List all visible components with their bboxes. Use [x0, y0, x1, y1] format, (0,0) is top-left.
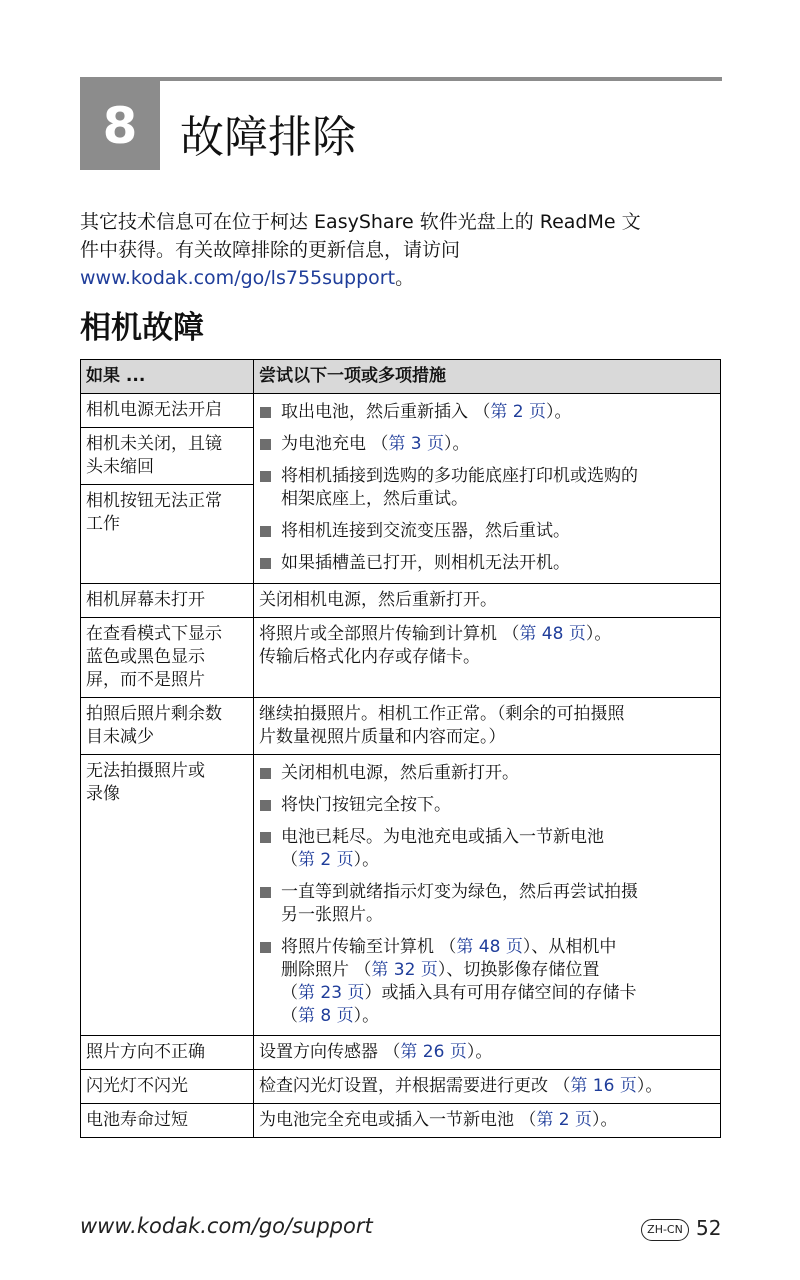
page-link[interactable]: 第 32 页 [371, 960, 438, 980]
square-bullet-icon [259, 762, 281, 785]
page-link[interactable]: 第 2 页 [536, 1110, 593, 1130]
square-bullet-icon [259, 881, 281, 927]
action-cell: 设置方向传感器 （第 26 页）。 [254, 1036, 721, 1070]
issue-cell: 拍照后照片剩余数 目未减少 [81, 698, 254, 755]
table-row [81, 755, 721, 1036]
issue-cell: 在查看模式下显示 蓝色或黑色显示 屏，而不是照片 [81, 618, 254, 698]
intro-line-2: 件中获得。有关故障排除的更新信息，请访问 [80, 239, 461, 261]
page-link[interactable]: 第 23 页 [298, 983, 365, 1003]
intro-link-suffix: 。 [395, 267, 415, 289]
square-bullet-icon [259, 520, 281, 543]
table-header-row [81, 360, 721, 394]
page-link[interactable]: 第 3 页 [388, 434, 445, 454]
issue-cell: 相机屏幕未打开 [81, 584, 254, 618]
action-bullet: 将快门按钮完全按下。 [259, 794, 715, 817]
action-cell: 将照片或全部照片传输到计算机 （第 48 页）。 传输后格式化内存或存储卡。 [254, 618, 721, 698]
table-row [81, 1070, 721, 1104]
action-bullet: 一直等到就绪指示灯变为绿色，然后再尝试拍摄 另一张照片。 [259, 881, 715, 927]
action-bullet: 关闭相机电源，然后重新打开。 [259, 762, 715, 785]
intro-paragraph [80, 208, 720, 292]
square-bullet-icon [259, 794, 281, 817]
intro-line-1: 其它技术信息可在位于柯达 EasyShare 软件光盘上的 ReadMe 文 [80, 211, 641, 233]
table-row [81, 618, 721, 698]
page-number: 52 [696, 1216, 722, 1240]
action-bullet: 取出电池，然后重新插入 （第 2 页）。 [259, 401, 715, 424]
table-row [81, 1036, 721, 1070]
action-bullet: 将相机插接到选购的多功能底座打印机或选购的 相架底座上，然后重试。 [259, 465, 715, 511]
square-bullet-icon [259, 826, 281, 872]
page-link[interactable]: 第 2 页 [298, 850, 354, 870]
action-cell: 检查闪光灯设置，并根据需要进行更改 （第 16 页）。 [254, 1070, 721, 1104]
action-bullet: 电池已耗尽。为电池充电或插入一节新电池 （第 2 页）。 [259, 826, 715, 872]
action-bullet: 为电池充电 （第 3 页）。 [259, 433, 715, 456]
issue-cell: 闪光灯不闪光 [81, 1070, 254, 1104]
page-link[interactable]: 第 48 页 [519, 624, 586, 644]
table-row [81, 1104, 721, 1138]
section-title: 相机故障 [80, 310, 204, 346]
troubleshooting-table [80, 359, 721, 1138]
action-cell: 继续拍摄照片。相机工作正常。（剩余的可拍摄照 片数量视照片质量和内容而定。） [254, 698, 721, 755]
header-if: 如果 ... [81, 360, 254, 394]
action-cell: 关闭相机电源，然后重新打开。 [254, 584, 721, 618]
footer-url: www.kodak.com/go/support [80, 1214, 373, 1238]
page-link[interactable]: 第 8 页 [298, 1006, 354, 1026]
chapter-title: 故障排除 [180, 112, 356, 163]
square-bullet-icon [259, 433, 281, 456]
action-cell: 为电池完全充电或插入一节新电池 （第 2 页）。 [254, 1104, 721, 1138]
issue-cell: 电池寿命过短 [81, 1104, 254, 1138]
header-try: 尝试以下一项或多项措施 [254, 360, 721, 394]
support-link[interactable]: www.kodak.com/go/ls755support [80, 267, 396, 289]
table-row [81, 394, 721, 428]
table-row [81, 698, 721, 755]
action-cell [254, 755, 721, 1036]
action-bullet: 如果插槽盖已打开，则相机无法开机。 [259, 552, 715, 575]
page-link[interactable]: 第 48 页 [456, 937, 523, 957]
issue-cell: 相机未关闭，且镜 头未缩回 [81, 428, 254, 485]
action-cell [254, 394, 721, 584]
page-link[interactable]: 第 2 页 [490, 402, 547, 422]
action-bullet: 将照片传输至计算机 （第 48 页）、从相机中 删除照片 （第 32 页）、切换影像存储位置 （第 23 页）或插入具有可用存储空间的存储卡 （第 8 页）。 [259, 936, 715, 1028]
issue-text: 相机电源无法开启 [86, 400, 222, 420]
issue-cell [81, 394, 254, 428]
issue-cell: 相机按钮无法正常 工作 [81, 485, 254, 584]
page-link[interactable]: 第 26 页 [400, 1042, 467, 1062]
chapter-number-box: 8 [80, 81, 160, 170]
square-bullet-icon [259, 401, 281, 424]
square-bullet-icon [259, 552, 281, 575]
action-bullet: 将相机连接到交流变压器，然后重试。 [259, 520, 715, 543]
issue-cell: 照片方向不正确 [81, 1036, 254, 1070]
table-row [81, 584, 721, 618]
issue-cell: 无法拍摄照片或 录像 [81, 755, 254, 1036]
page-link[interactable]: 第 16 页 [570, 1076, 637, 1096]
language-badge: ZH-CN [641, 1219, 689, 1241]
square-bullet-icon [259, 936, 281, 1028]
square-bullet-icon [259, 465, 281, 511]
chapter-top-rule [80, 77, 722, 81]
